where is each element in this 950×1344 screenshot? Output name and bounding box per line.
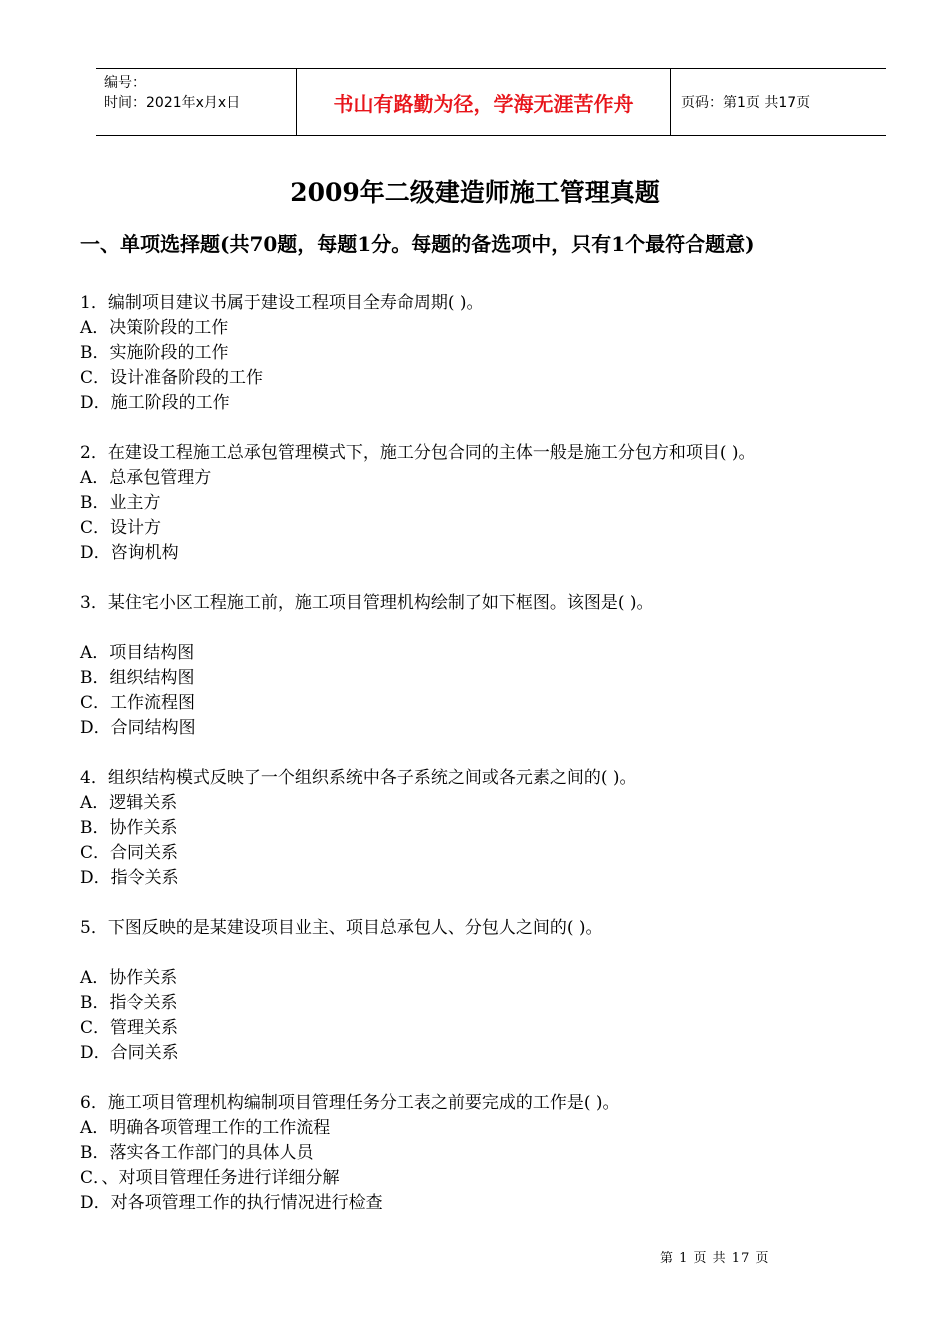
question-5 (80, 916, 880, 1066)
header-meta (96, 69, 297, 135)
option: B．协作关系 (80, 818, 178, 838)
option: A．明确各项管理工作的工作流程 (80, 1118, 331, 1138)
option: B．指令关系 (80, 993, 178, 1013)
option: C．合同关系 (80, 843, 179, 863)
question-6 (80, 1091, 880, 1216)
header-motto: 书山有路勤为径，学海无涯苦作舟 (333, 91, 634, 116)
option: B．实施阶段的工作 (80, 343, 229, 363)
header-motto-cell (297, 69, 671, 135)
option: B．落实各工作部门的具体人员 (80, 1143, 314, 1163)
question-stem: 5．下图反映的是某建设项目业主、项目总承包人、分包人之间的( )。 (80, 918, 603, 938)
option: D．施工阶段的工作 (80, 393, 230, 413)
option: B．业主方 (80, 493, 161, 513)
option: C．管理关系 (80, 1018, 179, 1038)
question-stem: 1．编制项目建议书属于建设工程项目全寿命周期( )。 (80, 293, 484, 313)
question-3 (80, 591, 880, 741)
question-2 (80, 441, 880, 566)
option: A．决策阶段的工作 (80, 318, 229, 338)
option: A．项目结构图 (80, 643, 195, 663)
option: D．咨询机构 (80, 543, 179, 563)
option: A．协作关系 (80, 968, 178, 988)
option: C．设计方 (80, 518, 162, 538)
question-4 (80, 766, 880, 891)
option: D．指令关系 (80, 868, 179, 888)
option: D．合同结构图 (80, 718, 196, 738)
option: D．合同关系 (80, 1043, 179, 1063)
time-label: 时间：2021年x月x日 (104, 95, 241, 111)
option: B．组织结构图 (80, 668, 195, 688)
question-stem: 6．施工项目管理机构编制项目管理任务分工表之前要完成的工作是( )。 (80, 1093, 620, 1113)
question-stem: 2．在建设工程施工总承包管理模式下，施工分包合同的主体一般是施工分包方和项目( )。 (80, 443, 756, 463)
page-footer: 第 1 页 共 17 页 (660, 1251, 770, 1266)
header-page-info: 页码：第1页 共17页 (681, 95, 811, 111)
question-stem: 3．某住宅小区工程施工前，施工项目管理机构绘制了如下框图。该图是( )。 (80, 593, 654, 613)
option: C．设计准备阶段的工作 (80, 368, 264, 388)
document-title: 2009年二级建造师施工管理真题 (290, 178, 660, 207)
number-label: 编号： (104, 75, 146, 91)
option: C．工作流程图 (80, 693, 196, 713)
question-list (80, 291, 880, 1241)
question-stem: 4．组织结构模式反映了一个组织系统中各子系统之间或各元素之间的( )。 (80, 768, 637, 788)
option: A．总承包管理方 (80, 468, 212, 488)
option: D．对各项管理工作的执行情况进行检查 (80, 1193, 383, 1213)
option: A．逻辑关系 (80, 793, 178, 813)
page-header (96, 68, 886, 136)
question-1 (80, 291, 880, 416)
header-page-cell (671, 69, 886, 135)
section-heading: 一、单项选择题(共70题，每题1分。每题的备选项中，只有1个最符合题意) (80, 232, 755, 256)
option: C．、对项目管理任务进行详细分解 (80, 1168, 340, 1188)
